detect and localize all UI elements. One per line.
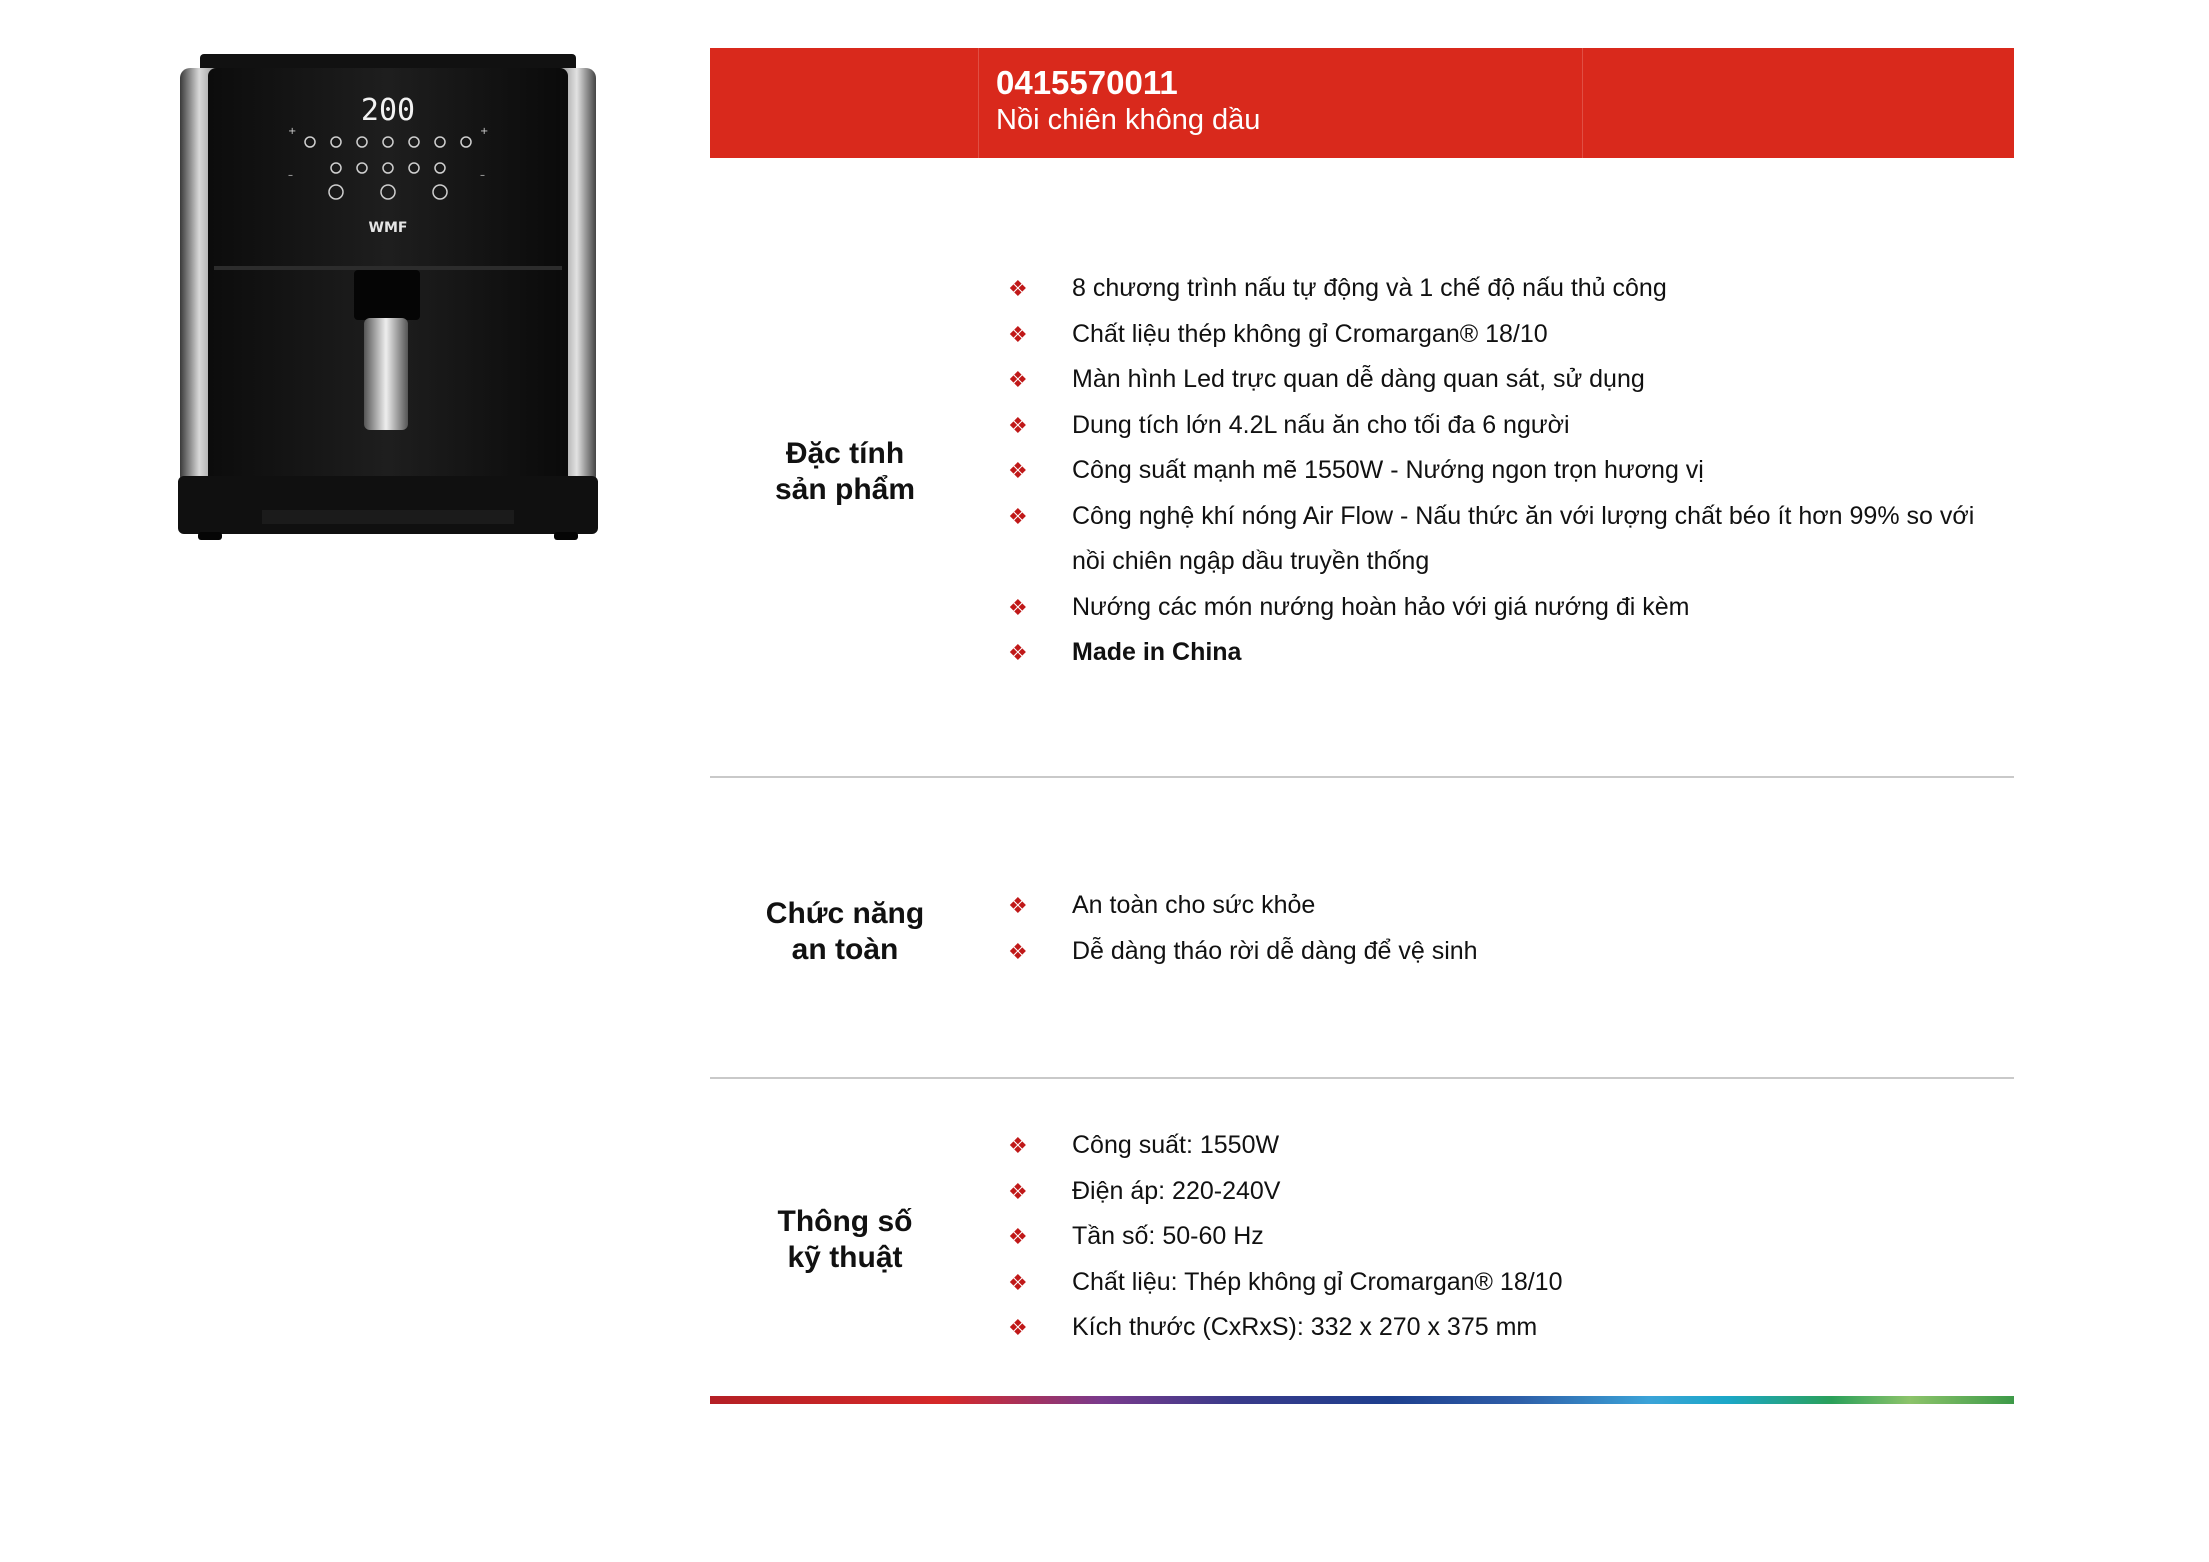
bullet-icon: ❖: [1008, 321, 1028, 347]
header-divider: [978, 48, 979, 158]
product-image: [178, 50, 598, 550]
list-item: ❖ Chất liệu: Thép không gỉ Cromargan® 18/10: [1008, 1260, 1562, 1306]
header-divider: [1582, 48, 1583, 158]
list-item: ❖ Kích thước (CxRxS): 332 x 270 x 375 mm: [1008, 1305, 1562, 1351]
bullet-icon: ❖: [1008, 1315, 1028, 1340]
bullet-icon: ❖: [1008, 276, 1028, 301]
specs-list: [1008, 1123, 1562, 1351]
list-item: ❖ Công suất mạnh mẽ 1550W - Nướng ngon trọn hương vị: [1008, 448, 1992, 494]
bullet-icon: ❖: [1008, 1133, 1028, 1158]
svg-text:–: –: [480, 170, 485, 181]
svg-text:–: –: [288, 170, 293, 181]
list-item: ❖ Tần số: 50-60 Hz: [1008, 1214, 1562, 1260]
list-item: ❖ Nướng các món nướng hoàn hảo với giá nướng đi kèm: [1008, 585, 1992, 631]
air-fryer-illustration: [178, 50, 598, 550]
bullet-icon: ❖: [1008, 412, 1028, 438]
bullet-icon: ❖: [1008, 367, 1028, 392]
product-code: 0415570011: [996, 64, 1178, 101]
bullet-icon: ❖: [1008, 503, 1028, 529]
brand-color-bar: [710, 1396, 2014, 1404]
bullet-icon: ❖: [1008, 1178, 1028, 1204]
list-item: ❖ Dễ dàng tháo rời dễ dàng để vệ sinh: [1008, 929, 1478, 975]
product-name: Nồi chiên không dầu: [996, 104, 1261, 136]
section-label-specs: Thông số kỹ thuật: [777, 1205, 913, 1274]
section-divider: [710, 776, 2014, 778]
list-item: ❖ 8 chương trình nấu tự động và 1 chế độ nấu thủ công: [1008, 266, 1992, 312]
bullet-icon: ❖: [1008, 458, 1028, 483]
display-readout: 200: [360, 93, 416, 128]
bullet-icon: ❖: [1008, 594, 1028, 620]
product-header: [710, 48, 2014, 158]
features-list: [1008, 266, 1992, 676]
bullet-icon: ❖: [1008, 893, 1028, 918]
section-label-safety: Chức năng an toàn: [765, 897, 925, 966]
bullet-icon: ❖: [1008, 1269, 1028, 1295]
bullet-icon: ❖: [1008, 938, 1028, 964]
list-item: ❖ Công suất: 1550W: [1008, 1123, 1562, 1169]
svg-text:+: +: [288, 126, 297, 137]
list-item: ❖ Công nghệ khí nóng Air Flow - Nấu thức ăn với lượng chất béo ít hơn 99% so với nồi chiên ngập dầu truyền thống: [1008, 494, 1992, 585]
list-item: ❖ Made in China: [1008, 630, 1992, 676]
list-item: ❖ Chất liệu thép không gỉ Cromargan® 18/10: [1008, 312, 1992, 358]
svg-text:+: +: [480, 126, 489, 137]
bullet-icon: ❖: [1008, 1224, 1028, 1249]
section-label-features: Đặc tính sản phẩm: [774, 437, 916, 506]
list-item: ❖ An toàn cho sức khỏe: [1008, 883, 1478, 929]
safety-list: [1008, 883, 1478, 974]
bullet-icon: ❖: [1008, 640, 1028, 665]
section-divider: [710, 1077, 2014, 1079]
list-item: ❖ Điện áp: 220-240V: [1008, 1169, 1562, 1215]
brand-logo: WMF: [368, 220, 408, 236]
list-item: ❖ Màn hình Led trực quan dễ dàng quan sát, sử dụng: [1008, 357, 1992, 403]
list-item: ❖ Dung tích lớn 4.2L nấu ăn cho tối đa 6 người: [1008, 403, 1992, 449]
